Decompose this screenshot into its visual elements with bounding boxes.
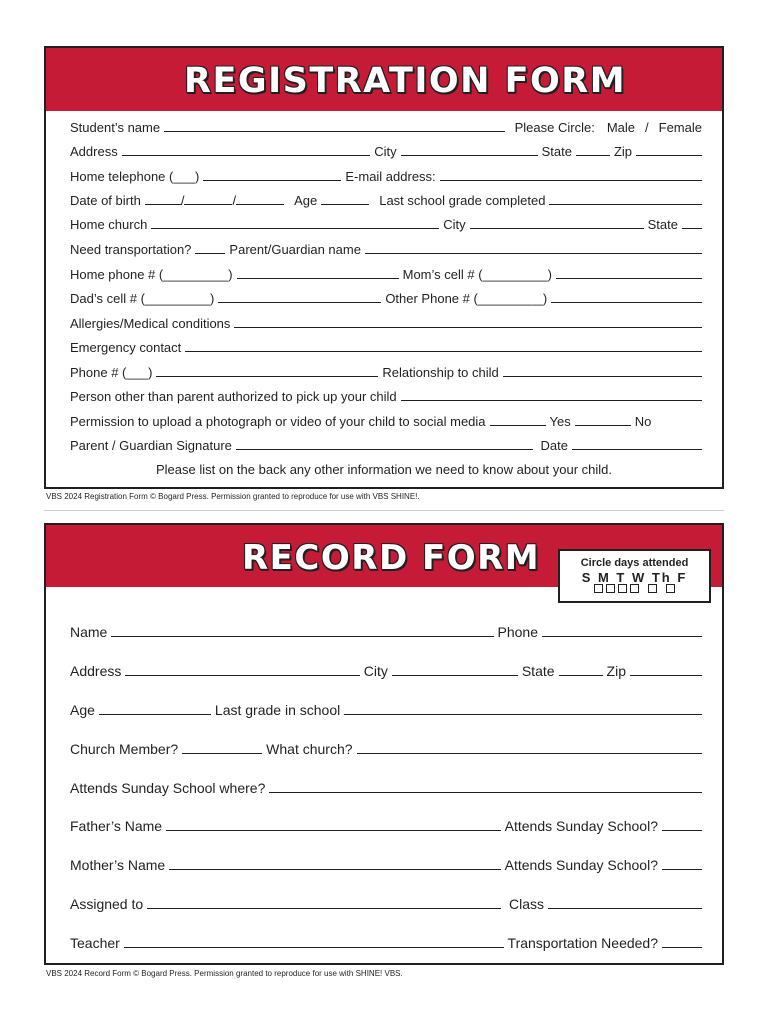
pickup-label: Person other than parent authorized to pick up your child [70,389,397,404]
record-zip-label: Zip [606,663,626,679]
record-footer: VBS 2024 Record Form © Bogard Press. Permission granted to reproduce for use with SHINE! VBS. [46,969,403,978]
address-label: Address [70,144,118,159]
home-church-row [70,216,702,232]
sunday-school-where-field[interactable] [269,792,702,793]
record-sunday-school-row [70,779,702,796]
record-zip-field[interactable] [630,675,702,676]
age-label: Age [294,193,318,208]
record-age-row [70,701,702,718]
emergency-row [70,339,702,355]
record-address-row [70,662,702,679]
registration-footer: VBS 2024 Registration Form © Bogard Press. Permission granted to reproduce for use with VBS SHINE!. [46,492,420,501]
gender-separator: / [645,120,649,135]
day-checkbox-w[interactable] [630,584,639,593]
day-checkbox-m[interactable] [606,584,615,593]
female-option[interactable]: Female [658,120,702,135]
what-church-field[interactable] [357,753,702,754]
dads-cell-row [70,290,702,306]
record-city-field[interactable] [392,675,518,676]
signature-label: Parent / Guardian Signature [70,438,232,453]
emergency-phone-field[interactable] [156,376,378,377]
father-attends-ss-field[interactable] [662,830,702,831]
dads-cell-field[interactable] [218,302,381,303]
record-last-grade-label: Last grade in school [214,702,341,718]
student-name-row [70,119,702,135]
permission-no-field[interactable] [575,425,631,426]
record-phone-label: Phone [497,624,538,640]
last-grade-field[interactable] [549,204,702,205]
allergies-field[interactable] [234,327,702,328]
pickup-row [70,388,702,404]
church-member-label: Church Member? [70,741,179,757]
city-field[interactable] [401,155,538,156]
father-attends-ss-label: Attends Sunday School? [504,818,658,834]
registration-form [44,46,724,489]
emergency-contact-field[interactable] [185,351,702,352]
mothers-name-field[interactable] [169,869,500,870]
record-teacher-row [70,934,702,951]
mothers-name-label: Mother’s Name [70,857,166,873]
relationship-field[interactable] [503,376,702,377]
signature-row [70,437,702,453]
days-attended-title: Circle days attended [580,557,689,569]
guardian-name-label: Parent/Guardian name [229,242,361,257]
what-church-label: What church? [266,741,353,757]
date-of-birth-label: Date of birth [70,193,141,208]
transport-needed-label: Transportation Needed? [507,935,658,951]
guardian-name-field[interactable] [365,253,702,254]
permission-row [70,413,702,429]
transport-needed-field[interactable] [662,947,702,948]
home-church-label: Home church [70,217,148,232]
back-info-note: Please list on the back any other information we need to know about your child. [156,462,612,477]
days-checkboxes [560,584,709,593]
permission-yes-field[interactable] [490,425,546,426]
record-age-field[interactable] [99,714,211,715]
church-state-label: State [647,217,678,232]
teacher-label: Teacher [70,935,120,951]
emergency-contact-label: Emergency contact [70,340,182,355]
no-label: No [634,414,652,429]
moms-cell-field[interactable] [556,278,702,279]
last-grade-label: Last school grade completed [379,193,546,208]
other-phone-field[interactable] [551,302,702,303]
church-city-field[interactable] [470,228,644,229]
record-father-row [70,817,702,834]
registration-title: REGISTRATION FORM [184,61,627,101]
home-telephone-field[interactable] [203,180,341,181]
day-checkbox-t[interactable] [618,584,627,593]
church-state-field[interactable] [682,228,702,229]
day-checkbox-s[interactable] [594,584,603,593]
church-city-label: City [443,217,466,232]
dads-cell-label: Dad’s cell # (_________) [70,291,215,306]
record-city-label: City [363,663,388,679]
city-label: City [374,144,397,159]
other-phone-label: Other Phone # (_________) [385,291,548,306]
signature-field[interactable] [236,449,533,450]
zip-label: Zip [613,144,632,159]
record-name-label: Name [70,624,108,640]
home-phone-label: Home phone # (_________) [70,267,233,282]
fathers-name-label: Father’s Name [70,818,163,834]
emergency-phone-row [70,364,702,380]
section-divider [44,510,724,511]
need-transport-label: Need transportation? [70,242,192,257]
teacher-field[interactable] [124,947,504,948]
pickup-field[interactable] [401,400,702,401]
zip-field[interactable] [636,155,702,156]
record-phone-field[interactable] [542,636,702,637]
day-checkbox-f[interactable] [666,584,675,593]
day-checkbox-th[interactable] [648,584,657,593]
allergies-row [70,315,702,331]
age-field[interactable] [321,204,369,205]
birth-row: Date of birth / / Age Last school grade completed [70,192,702,208]
home-church-field[interactable] [151,228,439,229]
assigned-to-label: Assigned to [70,896,144,912]
allergies-label: Allergies/Medical conditions [70,316,231,331]
state-field[interactable] [576,155,610,156]
record-church-row [70,740,702,757]
record-name-row [70,623,702,640]
dob-month-field[interactable] [145,204,181,205]
days-letters: S M T W Th F [581,570,688,585]
male-option[interactable]: Male [606,120,636,135]
state-label: State [541,144,572,159]
date-field[interactable] [572,449,702,450]
record-title: RECORD FORM [242,538,541,578]
student-name-field[interactable] [164,131,505,132]
record-form [44,523,724,965]
need-transport-field[interactable] [195,253,225,254]
record-last-grade-field[interactable] [344,714,702,715]
record-name-field[interactable] [111,636,493,637]
moms-cell-label: Mom’s cell # (_________) [402,267,552,282]
home-telephone-label: Home telephone (___) [70,169,200,184]
relationship-label: Relationship to child [382,365,499,380]
emergency-phone-label: Phone # (___) [70,365,153,380]
address-row [70,143,702,159]
home-phone-field[interactable] [237,278,399,279]
assigned-to-field[interactable] [147,908,501,909]
mother-attends-ss-label: Attends Sunday School? [504,857,658,873]
record-address-label: Address [70,663,122,679]
dob-year-field[interactable] [236,204,284,205]
address-field[interactable] [122,155,370,156]
mother-attends-ss-field[interactable] [662,869,702,870]
transport-row [70,241,702,257]
record-assigned-row [70,895,702,912]
record-state-label: State [521,663,555,679]
permission-label: Permission to upload a photograph or video of your child to social media [70,414,486,429]
record-mother-row [70,856,702,873]
date-label: Date [540,438,568,453]
class-field[interactable] [548,908,702,909]
class-label: Class [508,896,544,912]
email-field[interactable] [440,180,702,181]
record-state-field[interactable] [559,675,603,676]
record-age-label: Age [70,702,95,718]
days-attended-box [558,549,711,603]
student-name-label: Student’s name [70,120,161,135]
please-circle-label: Please Circle: [514,120,595,135]
yes-label: Yes [549,414,571,429]
home-phone-row [70,266,702,282]
registration-banner [46,48,722,111]
sunday-school-where-label: Attends Sunday School where? [70,780,266,796]
fathers-name-field[interactable] [166,830,501,831]
church-member-field[interactable] [182,753,262,754]
telephone-row [70,168,702,184]
dob-day-field[interactable] [184,204,232,205]
email-label: E-mail address: [345,169,436,184]
record-address-field[interactable] [125,675,359,676]
